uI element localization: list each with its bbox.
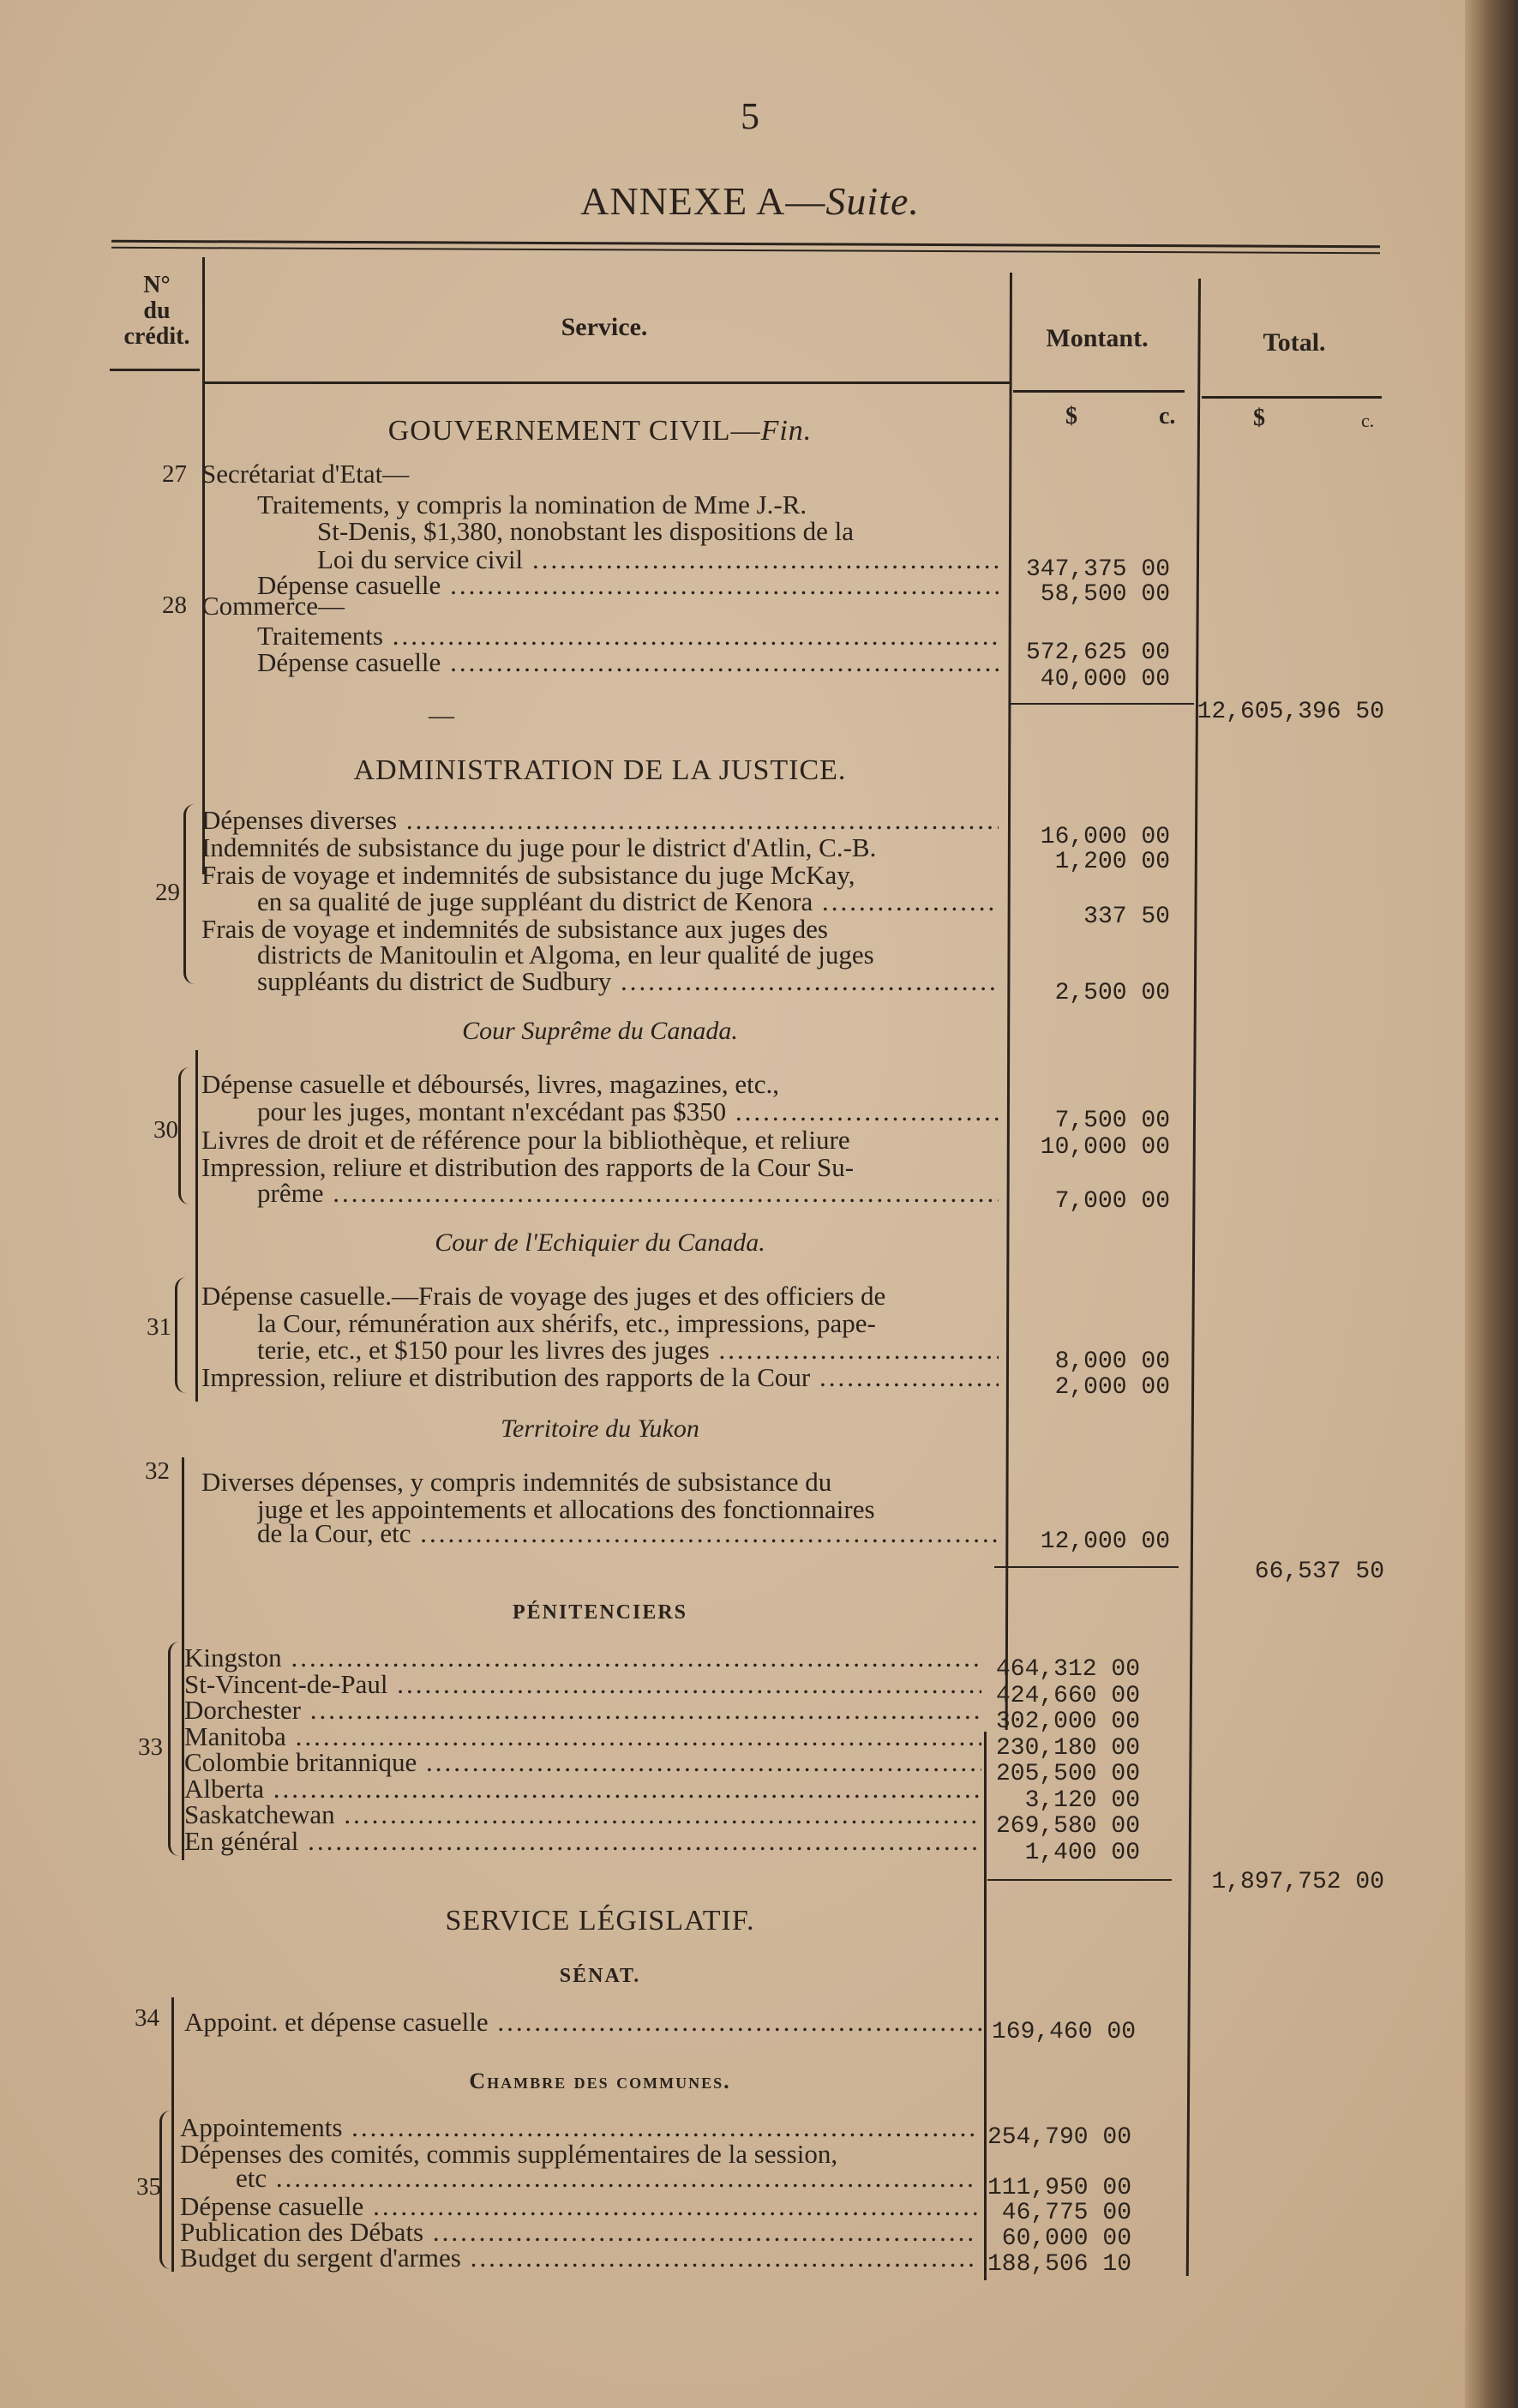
col-rule-service-3	[182, 1457, 184, 1860]
list-item	[0, 1363, 1457, 1401]
row-amount: 464,312 00	[995, 1656, 1140, 1683]
subsection-cour-supreme: Cour Suprême du Canada.	[462, 1017, 738, 1045]
row-amount: 254,790 00	[987, 2124, 1131, 2151]
credit-number: 30	[153, 1116, 178, 1144]
row-label: Dépense casuelle .....	[180, 2192, 977, 2221]
section-gouv-civil-label: GOUVERNEMENT CIVIL—	[387, 415, 761, 447]
credit-number: 28	[162, 591, 187, 619]
row-label: Appointements .....	[180, 2113, 977, 2142]
subsection-senat: SÉNAT.	[559, 1965, 641, 1987]
row-label: la Cour, rémunération aux shérifs, etc., impressions, pape-	[257, 1309, 876, 1338]
list-item	[0, 2164, 1436, 2201]
row-label: Frais de voyage et indemnités de subsistance aux juges des	[201, 915, 828, 944]
row-label: Traitements, y compris la nomination de Mme J.-R.	[257, 490, 807, 519]
header-service: Service.	[561, 313, 648, 341]
list-item	[0, 1519, 1457, 1555]
row-label: Frais de voyage et indemnités de subsistance du juge McKay,	[201, 861, 855, 890]
row-label: Dépenses des comités, commis supplémentaires de la session,	[180, 2140, 838, 2169]
row-label: Livres de droit et de référence pour la bibliothèque, et reliure	[201, 1126, 850, 1155]
list-item	[0, 591, 1457, 621]
list-item	[0, 517, 1457, 546]
row-label: Kingston .....	[184, 1643, 981, 1672]
list-item	[0, 459, 1457, 489]
list-item	[0, 2008, 1440, 2045]
credit-number: 32	[145, 1457, 170, 1485]
title-main: ANNEXE A—	[580, 179, 826, 223]
section-legislatif: SERVICE LÉGISLATIF.	[445, 1905, 755, 1937]
list-item	[0, 2192, 1436, 2226]
list-item	[0, 1722, 1440, 1762]
row-label: Impression, reliure et distribution des rapports de la Cour Su-	[201, 1153, 855, 1182]
row-label: terie, etc., et $150 pour les livres des juges .....	[257, 1336, 999, 1365]
subsection-cour-echiquier: Cour de l'Echiquier du Canada.	[435, 1228, 765, 1257]
row-label: prême .....	[257, 1179, 999, 1208]
row-amount: 111,950 00	[987, 2175, 1131, 2201]
row-label: Colombie britannique .....	[184, 1748, 981, 1777]
list-item	[0, 545, 1457, 583]
row-amount: 188,506 10	[987, 2251, 1131, 2278]
section-penitenciers: PÉNITENCIERS	[512, 1601, 688, 1624]
row-amount: 7,500 00	[1054, 1108, 1170, 1134]
row-label: Impression, reliure et distribution des rapports de la Cour .....	[201, 1363, 999, 1392]
list-item	[0, 915, 1457, 944]
header-credit	[110, 273, 204, 350]
credit-number: 35	[136, 2173, 161, 2201]
subtotal-rule	[987, 1879, 1172, 1881]
list-item	[0, 490, 1457, 519]
title-italic: Suite.	[825, 179, 920, 223]
list-item	[0, 1748, 1440, 1787]
row-amount: 572,625 00	[1025, 640, 1170, 666]
header-rule-total	[1202, 396, 1382, 399]
row-label: St-Denis, $1,380, nonobstant les dispositions de la	[317, 517, 855, 546]
subtotal-rule	[994, 1566, 1179, 1568]
binding-gutter	[1465, 0, 1518, 2408]
list-item	[0, 1670, 1440, 1709]
list-item	[0, 833, 1457, 875]
subsection-yukon: Territoire du Yukon	[501, 1414, 699, 1443]
section-total: 66,537 50	[1254, 1558, 1384, 1585]
montant-dollar: $	[1065, 403, 1077, 429]
row-label: St-Vincent-de-Paul .....	[184, 1670, 981, 1699]
list-item	[0, 1070, 1457, 1099]
row-amount: 2,000 00	[1054, 1374, 1170, 1401]
row-amount: 205,500 00	[995, 1761, 1140, 1787]
section-justice: ADMINISTRATION DE LA JUSTICE.	[353, 754, 847, 786]
row-label: de la Cour, etc .....	[257, 1519, 999, 1548]
row-label: Dépenses diverses .....	[201, 806, 999, 835]
row-label: Dépense casuelle .....	[257, 648, 999, 677]
list-item	[0, 1153, 1457, 1182]
list-item	[0, 2113, 1436, 2151]
row-amount: 302,000 00	[995, 1708, 1140, 1735]
page-number: 5	[741, 95, 759, 137]
subtotal-rule	[1010, 703, 1194, 705]
top-rule-2	[111, 247, 1380, 254]
row-label: Dépense casuelle .....	[257, 571, 999, 600]
list-item	[0, 1309, 1457, 1338]
list-item	[0, 967, 1457, 1006]
credit-number: 33	[138, 1733, 163, 1761]
row-label: districts de Manitoulin et Algoma, en leur qualité de juges	[257, 940, 874, 970]
header-rule-montant	[1013, 390, 1185, 393]
row-amount: 1,200 00	[1054, 849, 1170, 875]
list-item	[0, 1774, 1440, 1814]
col-rule-service-2	[195, 1050, 198, 1402]
total-cents: c.	[1361, 410, 1375, 431]
header-credit-1: N°	[143, 272, 171, 298]
list-item	[0, 1827, 1440, 1866]
row-amount: 16,000 00	[1040, 824, 1170, 850]
header-credit-3: crédit.	[123, 323, 190, 350]
list-item	[0, 861, 1457, 890]
row-label: etc .....	[236, 2164, 977, 2193]
row-label: Loi du service civil .....	[317, 545, 999, 574]
page-title	[0, 178, 1500, 224]
subsection-communes: Chambre des communes.	[469, 2069, 731, 2093]
row-amount: 230,180 00	[995, 1735, 1140, 1762]
header-montant: Montant.	[1046, 324, 1149, 352]
credit-number: 27	[162, 460, 187, 488]
row-label: en sa qualité de juge suppléant du district de Kenora .....	[257, 887, 999, 916]
credit-number: 31	[147, 1313, 171, 1341]
row-label: Appoint. et dépense casuelle .....	[184, 2008, 981, 2037]
row-amount: 347,375 00	[1025, 556, 1170, 583]
row-amount: 60,000 00	[1001, 2225, 1131, 2252]
row-label: Commerce—	[201, 591, 345, 621]
row-label: Secrétariat d'Etat—	[201, 459, 410, 489]
list-item	[0, 1800, 1440, 1840]
row-amount: 10,000 00	[1040, 1134, 1170, 1161]
section-gouv-civil-fin: Fin.	[760, 415, 813, 447]
row-amount: 169,460 00	[991, 2019, 1136, 2045]
list-item	[0, 1126, 1457, 1161]
row-amount: 2,500 00	[1054, 980, 1170, 1006]
row-label: Publication des Débats .....	[180, 2218, 977, 2247]
header-rule-credit	[110, 369, 200, 371]
col-rule-service-4	[171, 1997, 174, 2272]
row-amount: 8,000 00	[1054, 1348, 1170, 1375]
section-gouv-civil	[201, 415, 999, 447]
row-amount: 58,500 00	[1040, 581, 1170, 608]
credit-number: 34	[135, 2004, 159, 2032]
row-label: Traitements .....	[257, 622, 999, 651]
row-label: En général .....	[184, 1827, 981, 1856]
row-amount: 424,660 00	[995, 1683, 1140, 1709]
row-amount: 3,120 00	[1024, 1787, 1140, 1814]
row-label: Saskatchewan .....	[184, 1800, 981, 1829]
row-label: Manitoba .....	[184, 1722, 981, 1751]
row-label: Alberta .....	[184, 1774, 981, 1804]
row-label: Indemnités de subsistance du juge pour le district d'Atlin, C.-B.	[201, 833, 877, 862]
row-label: suppléants du district de Sudbury .....	[257, 967, 999, 996]
list-item	[0, 2218, 1436, 2252]
row-label: Dépense casuelle.—Frais de voyage des juges et des officiers de	[201, 1282, 886, 1311]
row-amount: 40,000 00	[1040, 666, 1170, 693]
row-amount: 1,400 00	[1024, 1840, 1140, 1866]
list-item	[0, 648, 1457, 693]
list-item	[0, 1282, 1457, 1311]
row-label: juge et les appointements et allocations des fonctionnaires	[257, 1495, 875, 1524]
montant-cents: c.	[1159, 403, 1176, 429]
row-label: Dépense casuelle et déboursés, livres, magazines, etc.,	[201, 1070, 779, 1099]
list-item	[0, 1643, 1440, 1683]
section-total: 1,897,752 00	[1211, 1869, 1384, 1895]
row-amount: 46,775 00	[1001, 2200, 1131, 2226]
credit-number: 29	[155, 879, 180, 906]
header-total: Total.	[1263, 328, 1326, 357]
list-item	[0, 940, 1457, 970]
list-item	[0, 1468, 1457, 1497]
header-rule-service	[204, 381, 1010, 384]
row-label: Budget du sergent d'armes .....	[180, 2243, 977, 2273]
row-label: Diverses dépenses, y compris indemnités de subsistance du	[201, 1468, 832, 1497]
list-item	[0, 2243, 1436, 2278]
row-amount: 337 50	[1083, 904, 1170, 930]
row-amount: 269,580 00	[995, 1813, 1140, 1840]
section-total: 12,605,396 50	[1197, 699, 1384, 725]
row-label: Dorchester .....	[184, 1696, 981, 1725]
list-item	[0, 1179, 1457, 1215]
row-amount: 7,000 00	[1054, 1188, 1170, 1215]
dash: —	[429, 701, 454, 730]
list-item	[0, 1696, 1440, 1735]
list-item	[0, 1336, 1457, 1375]
row-label: pour les juges, montant n'excédant pas $350 .....	[257, 1097, 999, 1126]
header-credit-2: du	[143, 297, 171, 324]
total-dollar: $	[1253, 405, 1265, 431]
row-amount: 12,000 00	[1040, 1528, 1170, 1555]
